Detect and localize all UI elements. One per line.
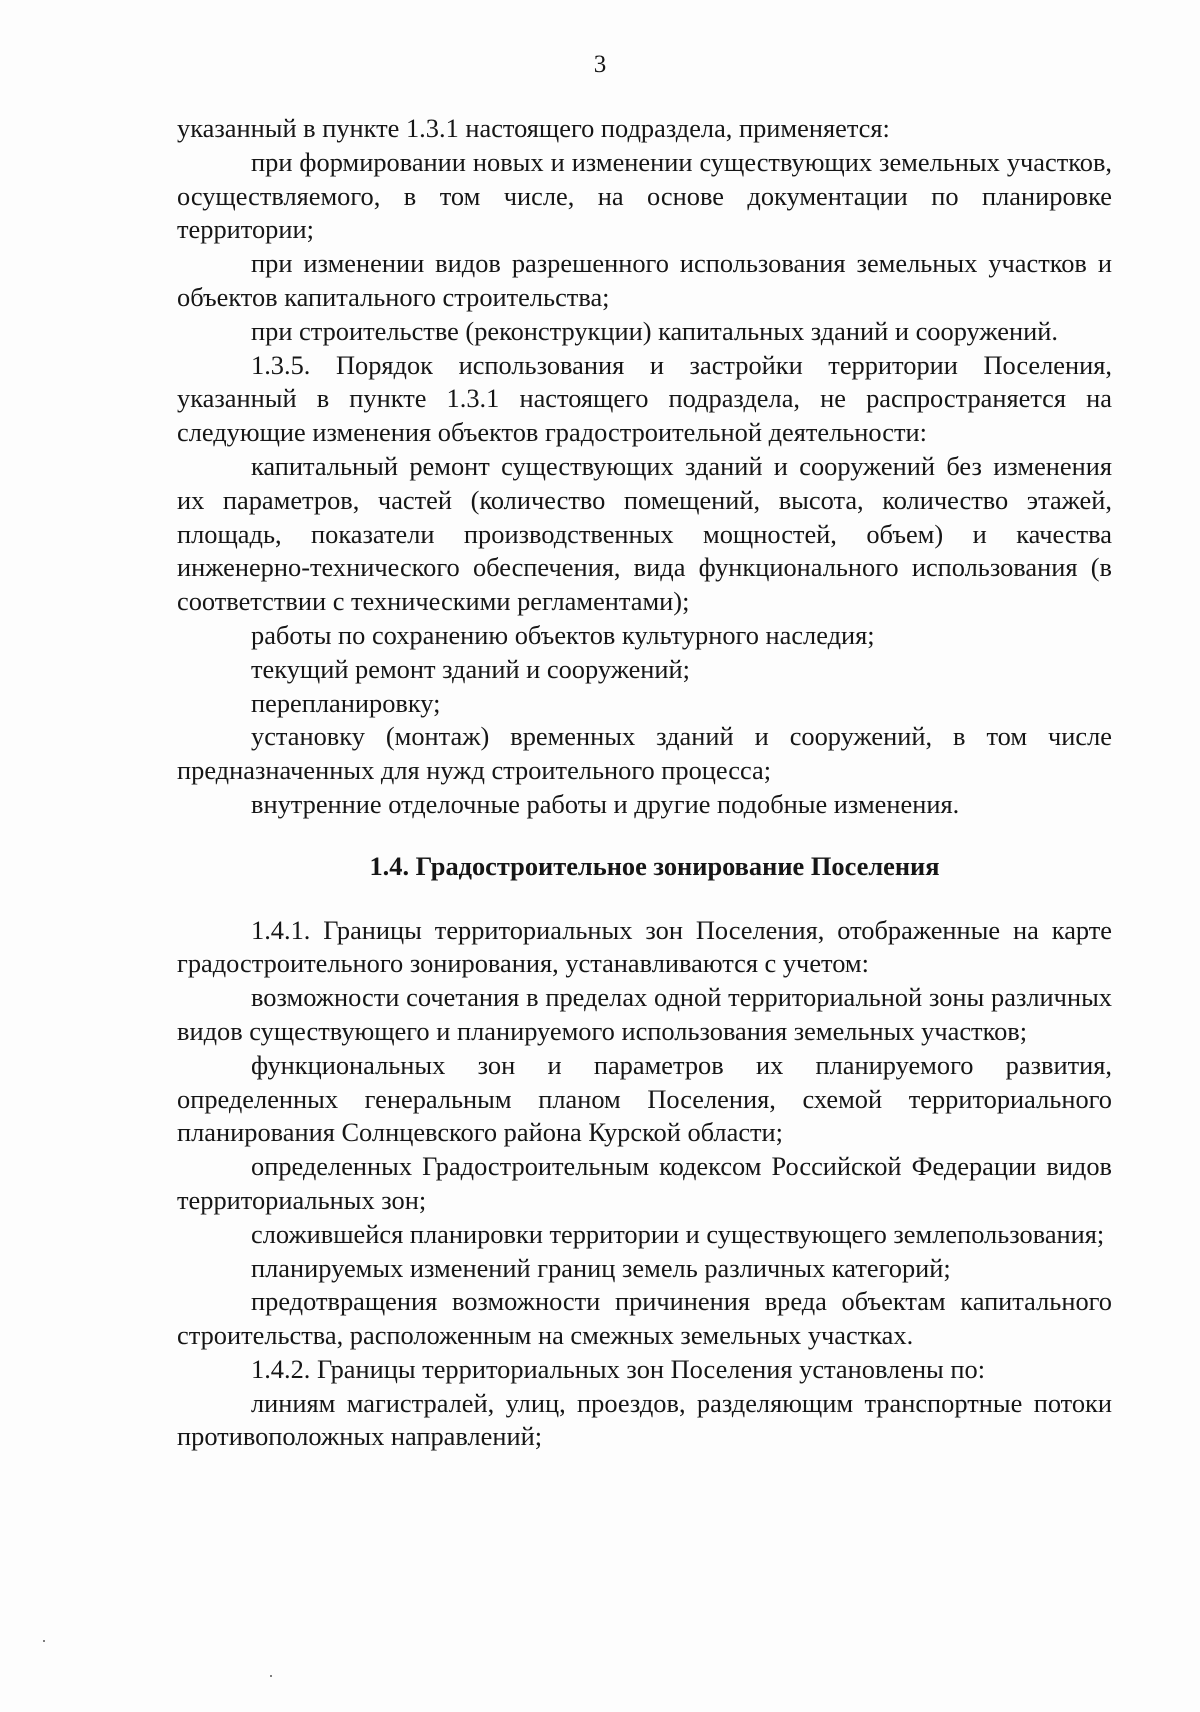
paragraph: установку (монтаж) временных зданий и сооружений, в том числе предназначенных для нужд строительного процесса; bbox=[177, 721, 1112, 786]
paragraph: функциональных зон и параметров их планируемого развития, определенных генеральным планом Поселения, схемой территориального планирования Солнцевского района Курской области; bbox=[177, 1049, 1112, 1148]
paragraph: 1.4.1. Границы территориальных зон Поселения, отображенные на карте градостроительного зонирования, устанавливаются с учетом: bbox=[177, 914, 1112, 979]
paragraph: указанный в пункте 1.3.1 настоящего подраздела, применяется: bbox=[177, 113, 890, 143]
paragraph: планируемых изменений границ земель различных категорий; bbox=[251, 1252, 951, 1283]
paragraph: определенных Градостроительным кодексом Российской Федерации видов территориальных зон; bbox=[177, 1151, 1112, 1215]
paragraph: капитальный ремонт существующих зданий и сооружений без изменения их параметров, частей (количество помещений, высота, количество этажей, площадь, показатели производственных мощностей, объем) и качества инженерно-технического обеспечения, вида функционального использования (в соответствии с техническими регламентами); bbox=[177, 450, 1112, 617]
paragraph: при изменении видов разрешенного использования земельных участков и объектов капитального строительства; bbox=[177, 248, 1112, 312]
paragraph: 1.4.2. Границы территориальных зон Поселения установлены по: bbox=[251, 1353, 986, 1384]
scan-speck bbox=[43, 1640, 45, 1642]
paragraph: работы по сохранению объектов культурного наследия; bbox=[251, 619, 875, 650]
paragraph: внутренние отделочные работы и другие подобные изменения. bbox=[251, 788, 960, 819]
paragraph: при формировании новых и изменении существующих земельных участков, осуществляемого, в том числе, на основе документации по планировке территории; bbox=[177, 146, 1112, 245]
paragraph: 1.3.5. Порядок использования и застройки территории Поселения, указанный в пункте 1.3.1 настоящего подраздела, не распространяется на следующие изменения объектов градостроительной деятельности: bbox=[177, 349, 1112, 448]
paragraph: при строительстве (реконструкции) капитальных зданий и сооружений. bbox=[251, 315, 1058, 346]
page-number: 3 bbox=[593, 51, 607, 78]
paragraph: предотвращения возможности причинения вреда объектам капитального строительства, расположенным на смежных земельных участках. bbox=[177, 1286, 1112, 1351]
scan-speck bbox=[270, 1675, 272, 1677]
paragraph: сложившейся планировки территории и существующего землепользования; bbox=[251, 1218, 1105, 1249]
paragraph: линиям магистралей, улиц, проездов, разделяющим транспортные потоки противоположных направлений; bbox=[177, 1387, 1112, 1452]
section-heading: 1.4. Градостроительное зонирование Поселения bbox=[369, 850, 940, 881]
paragraph: возможности сочетания в пределах одной территориальной зоны различных видов существующего и планируемого использования земельных участков; bbox=[177, 982, 1112, 1046]
paragraph: текущий ремонт зданий и сооружений; bbox=[251, 653, 690, 684]
document-body bbox=[177, 112, 1112, 1454]
paragraph: перепланировку; bbox=[251, 687, 441, 718]
